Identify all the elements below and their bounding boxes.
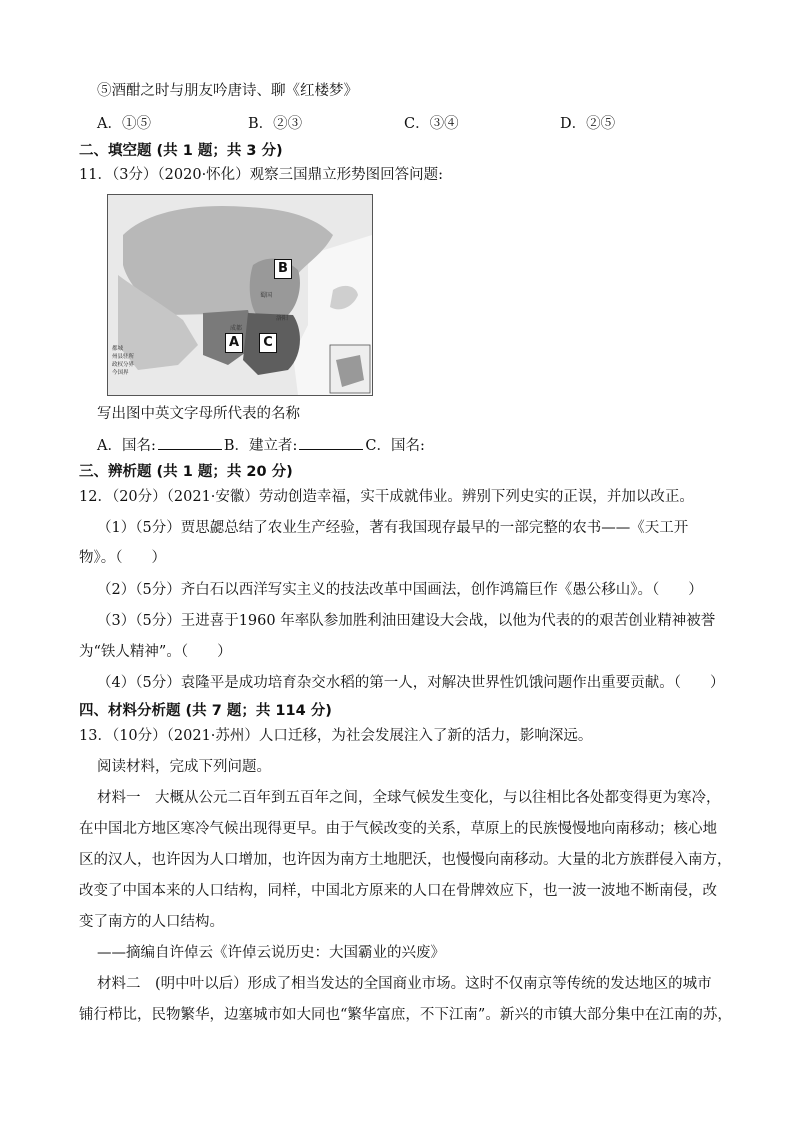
q11-stem: 11．（3分）（2020·怀化）观察三国鼎立形势图回答问题: (79, 167, 444, 183)
q12-item-1-cont: 物》。（ ） (79, 550, 166, 566)
q10-choice-a (97, 114, 151, 134)
choice-value: ③④ (429, 116, 459, 132)
material-2-line: 铺行栉比，民物繁华，边塞城市如大同也“繁华富庶，不下江南”。新兴的市镇大部分集中在江南的苏， (79, 1007, 732, 1023)
map-label: 洛阳 (276, 315, 289, 322)
answer-blank-a[interactable] (158, 435, 222, 450)
choice-value: ②⑤ (586, 116, 616, 132)
legend-item: 政权分界 (112, 362, 135, 368)
q11-prompt: 写出图中英文字母所代表的名称 (97, 406, 300, 422)
choice-letter: A． (97, 116, 122, 132)
map-legend (112, 345, 134, 377)
section-2-title: 二、填空题 (共 1 题；共 3 分) (79, 143, 283, 159)
q10-choice-b (248, 114, 302, 134)
map-letter-b: B (274, 259, 292, 279)
choice-letter: D． (560, 116, 587, 132)
section-3-title: 三、辨析题 (共 1 题；共 20 分) (79, 464, 293, 480)
map-drawing (108, 195, 372, 395)
choice-letter: C． (404, 116, 430, 132)
material-1-line: 改变了中国本来的人口结构，同样，中国北方原来的人口在骨牌效应下，也一波一波地不断南侵，改 (79, 883, 717, 899)
q12-stem: 12．（20分）（2021·安徽）劳动创造幸福，实干成就伟业。辨别下列史实的正误，并加以改正。 (79, 489, 694, 505)
q10-option-5: ⑤酒酣之时与朋友吟唐诗、聊《红楼梦》 (97, 83, 358, 99)
map-letter-c: C (259, 333, 277, 353)
material-1-line: 变了南方的人口结构。 (79, 914, 224, 930)
material-1-line: 材料一 大概从公元二百年到五百年之间，全球气候发生变化，与以往相比各处都变得更为寒冷， (97, 790, 721, 806)
material-1-line: 在中国北方地区寒冷气候出现得更早。由于气候改变的关系，草原上的民族慢慢地向南移动；核心地 (79, 821, 717, 837)
q10-choice-c (404, 114, 459, 134)
q12-item-3-cont: 为“铁人精神”。（ ） (79, 644, 232, 660)
blank-label-c: C．国名: (365, 438, 425, 454)
legend-item: 都城 (112, 346, 124, 352)
choice-value: ②③ (273, 116, 303, 132)
material-2-line: 材料二 (明中叶以后）形成了相当发达的全国商业市场。这时不仅南京等传统的发达地区的城市 (97, 976, 712, 992)
q10-choice-d (560, 114, 615, 134)
map-label: 成都 (230, 325, 243, 332)
section-4-title: 四、材料分析题 (共 7 题；共 114 分) (79, 703, 332, 719)
material-1-line: 区的汉人，也许因为人口增加，也许因为南方土地肥沃，也慢慢向南移动。大量的北方族群侵入南方， (79, 852, 732, 868)
answer-blank-b[interactable] (299, 435, 363, 450)
three-kingdoms-map (107, 194, 373, 396)
q11-answer-row (97, 435, 425, 456)
map-label: 蜀国 (260, 292, 273, 299)
q12-item-4: （4）（5分）袁隆平是成功培育杂交水稻的第一人，对解决世界性饥饿问题作出重要贡献。（ ） (97, 675, 725, 691)
choice-value: ①⑤ (121, 116, 151, 132)
blank-label-b: B．建立者: (223, 438, 298, 454)
q12-item-1: （1）（5分）贾思勰总结了农业生产经验，著有我国现存最早的一部完整的农书——《天工开 (97, 520, 689, 536)
legend-item: 今国界 (112, 370, 129, 376)
legend-item: 州县驻所 (112, 354, 135, 360)
q12-item-3: （3）（5分）王进喜于1960 年率队参加胜利油田建设大会战，以他为代表的的艰苦创业精神被誉 (97, 613, 716, 629)
blank-label-a: A．国名: (97, 438, 156, 454)
q13-instruction: 阅读材料，完成下列问题。 (97, 759, 271, 775)
q12-item-2: （2）（5分）齐白石以西洋写实主义的技法改革中国画法，创作鸿篇巨作《愚公移山》。（ ） (97, 582, 703, 598)
choice-letter: B． (248, 116, 274, 132)
map-letter-a: A (225, 333, 243, 353)
q13-stem: 13．（10分）（2021·苏州）人口迁移，为社会发展注入了新的活力，影响深远。 (79, 728, 593, 744)
material-1-source: ——摘编自许倬云《许倬云说历史：大国霸业的兴废》 (97, 945, 445, 961)
